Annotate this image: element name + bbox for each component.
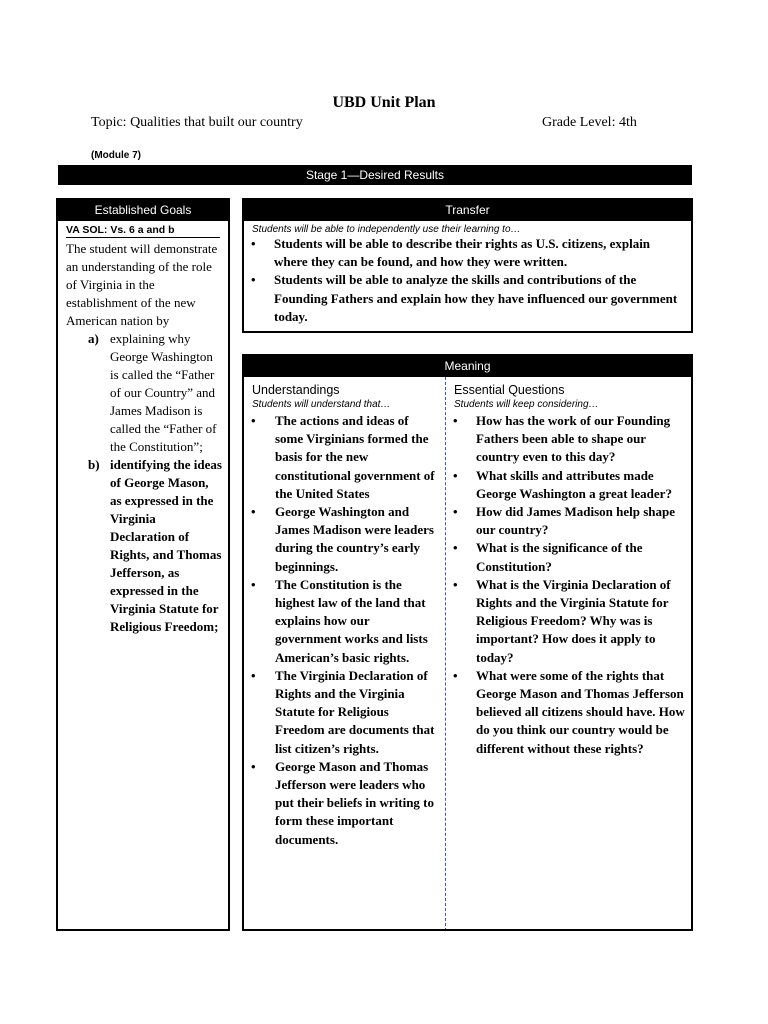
list-item-text: George Washington and James Madison were leaders during the country’s early beginnings.: [275, 504, 434, 574]
transfer-subtitle: Students will be able to independently use their learning to…: [252, 224, 521, 235]
goals-intro: The student will demonstrate an understanding of the role of Virginia in the establishment of the new American nation by: [66, 241, 218, 328]
list-item-text: What were some of the rights that George Mason and Thomas Jefferson believed all citizens should have. How do you think our country would be different without these rights?: [476, 667, 685, 756]
list-item-text: What is the Virginia Declaration of Rights and the Virginia Statute for Religious Freedom? Why was is important? How does it apply to today?: [476, 576, 671, 665]
list-item: [446, 503, 687, 539]
list-item: [244, 271, 685, 326]
list-item: [446, 576, 687, 667]
bullet-icon: •: [453, 504, 458, 520]
list-item: [244, 503, 439, 576]
module-label: (Module 7): [91, 150, 141, 161]
list-item-text: The actions and ideas of some Virginians formed the basis for the new constitutional government of the United States: [275, 413, 435, 501]
grade-level-label: Grade Level: 4th: [542, 115, 637, 130]
list-item-text: The Virginia Declaration of Rights and the Virginia Statute for Religious Freedom are documents that list citizen’s rights.: [275, 667, 435, 756]
goal-item-a: [58, 330, 222, 456]
list-item-text: How did James Madison help shape our country?: [476, 504, 676, 538]
understandings-list: [244, 412, 445, 849]
topic-label: Topic: Qualities that built our country: [91, 115, 303, 130]
list-item: [244, 758, 439, 849]
transfer-list: [244, 235, 691, 326]
understandings-header: Understandings: [252, 383, 340, 397]
meaning-columns: [244, 377, 691, 931]
bullet-icon: •: [453, 413, 458, 428]
list-item: [244, 667, 439, 758]
meaning-header: Meaning: [244, 356, 691, 377]
bullet-icon: •: [251, 413, 256, 428]
goal-marker: b): [88, 457, 100, 472]
bullet-icon: •: [453, 667, 458, 683]
stage-header: Stage 1—Desired Results: [58, 165, 692, 185]
bullet-icon: •: [453, 540, 458, 556]
meaning-box: [242, 354, 693, 931]
bullet-icon: •: [251, 272, 256, 288]
goal-text: identifying the ideas of George Mason, as expressed in the Virginia Declaration of Rights, and Thomas Jefferson, as expressed in the Virginia Statute for Religious Freedom;: [110, 457, 222, 634]
page-title: UBD Unit Plan: [332, 94, 436, 111]
list-item: [244, 235, 685, 271]
list-item: [446, 539, 687, 575]
transfer-header: Transfer: [244, 200, 691, 221]
bullet-icon: •: [251, 504, 256, 520]
list-item-text: The Constitution is the highest law of the land that explains how our government works and lists American’s basic rights.: [275, 576, 428, 665]
list-item: [446, 667, 687, 758]
bullet-icon: •: [453, 467, 458, 483]
goal-item-b: [58, 456, 222, 636]
list-item-text: George Mason and Thomas Jefferson were leaders who put their beliefs in writing to form these important documents.: [275, 758, 435, 847]
goal-text: explaining why George Washington is called the “Father of our Country” and James Madison is called the “Father of the Constitution”;: [110, 331, 217, 454]
essential-questions-header: Essential Questions: [454, 383, 565, 397]
list-item-text: Students will be able to describe their rights as U.S. citizens, explain where they can be found, and how they were written.: [274, 236, 651, 270]
bullet-icon: •: [251, 758, 256, 774]
list-item: [446, 467, 687, 503]
essential-questions-column: [446, 377, 691, 758]
transfer-box: [242, 198, 693, 333]
list-item-text: How has the work of our Founding Fathers been able to shape our country even to this day?: [476, 413, 671, 465]
essential-questions-subtitle: Students will keep considering…: [454, 399, 599, 410]
list-item-text: What skills and attributes made George Washington a great leader?: [476, 467, 672, 501]
understandings-column: [244, 377, 445, 849]
established-goals-box: [56, 198, 230, 931]
list-item: [244, 576, 439, 667]
goals-list: [58, 330, 228, 636]
bullet-icon: •: [453, 576, 458, 592]
list-item-text: Students will be able to analyze the skills and contributions of the Founding Fathers and explain how they have influenced our government today.: [274, 272, 678, 324]
bullet-icon: •: [251, 236, 256, 251]
goal-marker: a): [88, 331, 99, 346]
bullet-icon: •: [251, 576, 256, 592]
established-goals-header: Established Goals: [58, 200, 228, 221]
list-item-text: What is the significance of the Constitution?: [476, 540, 643, 574]
bullet-icon: •: [251, 667, 256, 683]
essential-questions-list: [446, 412, 691, 758]
understandings-subtitle: Students will understand that…: [252, 399, 391, 410]
list-item: [244, 412, 439, 503]
va-sol-label: VA SOL: Vs. 6 a and b: [66, 224, 220, 238]
list-item: [446, 412, 687, 467]
